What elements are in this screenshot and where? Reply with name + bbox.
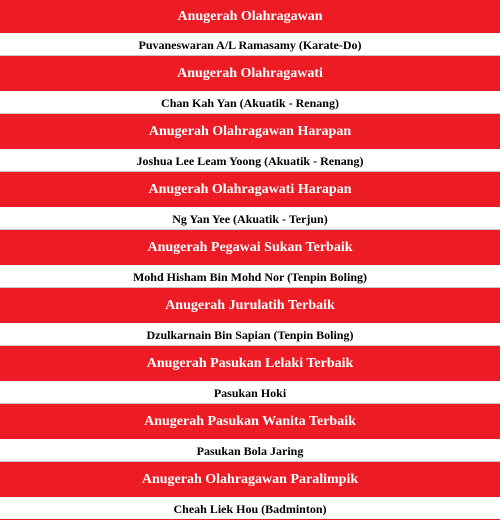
award-winner-name: Mohd Hisham Bin Mohd Nor (Tenpin Boling) [0,266,500,288]
award-winner-name: Puvaneswaran A/L Ramasamy (Karate-Do) [0,34,500,56]
award-pasukan-wanita [0,404,500,462]
award-jurulatih [0,288,500,346]
award-category-header: Anugerah Jurulatih Terbaik [0,288,500,324]
award-paralimpik [0,462,500,520]
award-category-header: Anugerah Olahragawan Paralimpik [0,462,500,498]
award-winner-name: Joshua Lee Leam Yoong (Akuatik - Renang) [0,150,500,172]
award-pegawai-sukan [0,230,500,288]
award-category-header: Anugerah Pasukan Wanita Terbaik [0,404,500,440]
award-olahragawan [0,0,500,56]
award-category-header: Anugerah Olahragawati [0,56,500,92]
award-category-header: Anugerah Pegawai Sukan Terbaik [0,230,500,266]
award-category-header: Anugerah Pasukan Lelaki Terbaik [0,346,500,382]
award-olahragawan-harapan [0,114,500,172]
award-olahragawati-harapan [0,172,500,230]
award-category-header: Anugerah Olahragawati Harapan [0,172,500,208]
award-winner-name: Pasukan Bola Jaring [0,440,500,462]
award-olahragawati [0,56,500,114]
award-category-header: Anugerah Olahragawan Harapan [0,114,500,150]
award-winner-name: Pasukan Hoki [0,382,500,404]
award-winner-name: Chan Kah Yan (Akuatik - Renang) [0,92,500,114]
award-winner-name: Cheah Liek Hou (Badminton) [0,498,500,520]
award-winner-name: Ng Yan Yee (Akuatik - Terjun) [0,208,500,230]
award-pasukan-lelaki [0,346,500,404]
award-winner-name: Dzulkarnain Bin Sapian (Tenpin Boling) [0,324,500,346]
award-category-header: Anugerah Olahragawan [0,0,500,34]
